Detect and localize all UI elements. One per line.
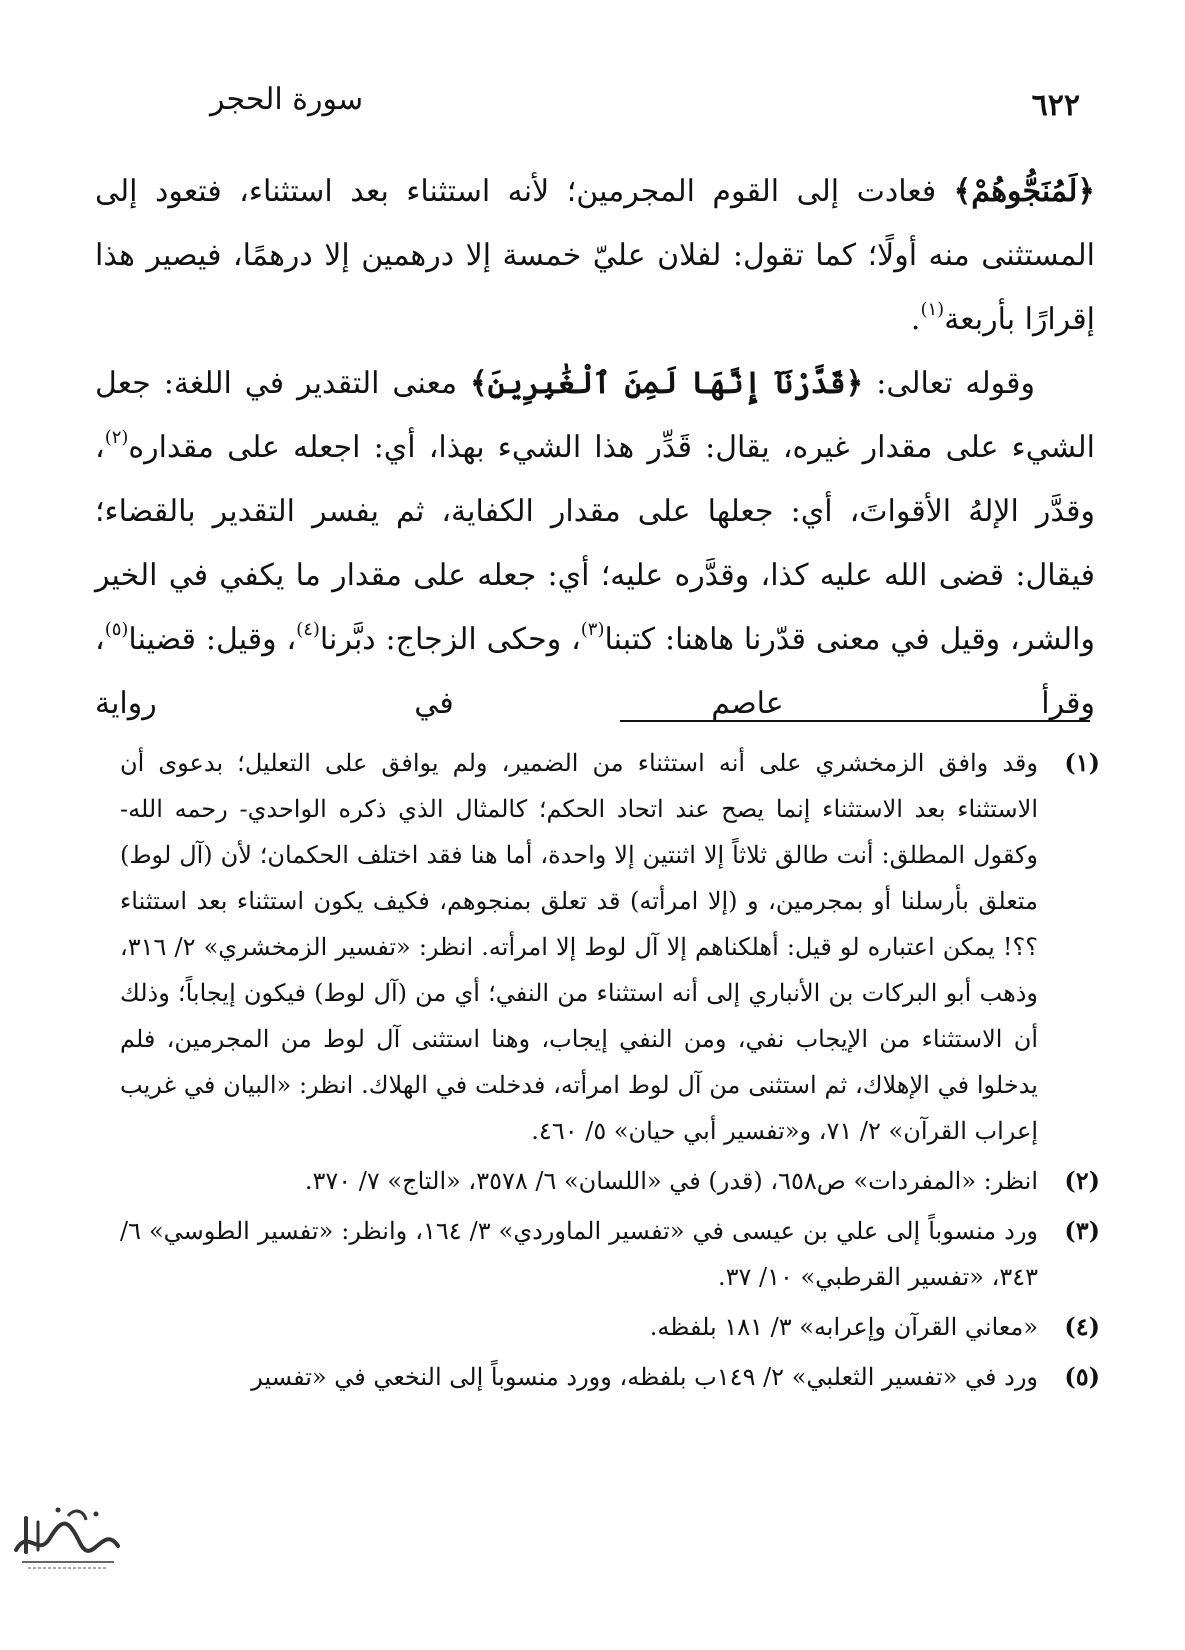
footnote-item — [120, 1304, 1100, 1350]
footnote-ref-4[interactable]: (٤) — [296, 619, 320, 640]
footnote-number: (٥) — [1064, 1362, 1100, 1391]
footnote-text: انظر: «المفردات» ص٦٥٨، (قدر) في «اللسان» ٦/ ٣٥٧٨، «التاج» ٧/ ٣٧٠. — [304, 1167, 1038, 1195]
footnote-item — [120, 740, 1100, 1154]
footnote-item — [120, 1354, 1100, 1400]
footnotes — [120, 740, 1100, 1404]
running-header — [150, 82, 1080, 132]
footnote-number: (١) — [1064, 748, 1100, 777]
footnote-ref-3[interactable]: (٣) — [580, 619, 605, 640]
footnote-text: ورد منسوباً إلى علي بن عيسى في «تفسير الماوردي» ٣/ ١٦٤، وانظر: «تفسير الطوسي» ٦/ ٣٤٣، «تفسير القرطبي» ١٠/ ٣٧. — [120, 1217, 1038, 1291]
footnote-item — [120, 1208, 1100, 1300]
quran-verse: ﴿قَدَّرْنَآ إِنَّهَا لَمِنَ ٱلْغَٰبِرِينَ﴾ — [470, 366, 864, 401]
paragraph-text: فعادت إلى القوم المجرمين؛ لأنه استثناء بعد استثناء، فتعود إلى المستثنى منه أولًا؛ كما تقول: لفلان عليّ خمسة إلا درهمين إلا درهمًا، فيصير هذا إقرارًا بأربعة — [95, 174, 1095, 337]
footnote-number: (٣) — [1064, 1216, 1100, 1245]
footnote-text: وقد وافق الزمخشري على أنه استثناء من الضمير، ولم يوافق على التعليل؛ بدعوى أن الاستثناء بعد الاستثناء إنما يصح عند اتحاد الحكم؛ كالمثال الذي ذكره الواحدي- رحمه الله- وكقول المطلق: أنت طالق ثلاثاً إلا اثنتين إلا واحدة، أما هنا فقد اختلف الحكمان؛ لأن (آل لوط) متعلق بأرسلنا أو بمجرمين، و (إلا امرأته) قد تعلق بمنجوهم، فكيف يكون استثناء بعد استثناء ؟؟! يمكن اعتباره لو قيل: أهلكناهم إلا آل لوط إلا امرأته. انظر: «تفسير الزمخشري» ٢/ ٣١٦، وذهب أبو البركات بن الأنباري إلى أنه استثناء من النفي؛ أي من (آل لوط) فيكون إيجاباً؛ وذلك أن الاستثناء من الإيجاب نفي، ومن النفي إيجاب، وهنا استثنى آل لوط من المجرمين، فلم يدخلوا في الإهلاك، ثم استثنى من آل لوط امرأته، فدخلت في الهلاك. انظر: «البيان في غريب إعراب القرآن» ٢/ ٧١، و«تفسير أبي حيان» ٥/ ٤٦٠. — [120, 749, 1038, 1145]
watermark-calligraphy — [8, 1488, 128, 1578]
paragraph-text: ، وقرأ عاصم في رواية — [95, 622, 1095, 721]
footnote-number: (٢) — [1064, 1166, 1100, 1195]
paragraph-text: ، وحكى الزجاج: دبَّرنا — [319, 622, 581, 657]
watermark-logo — [8, 1488, 128, 1578]
surah-title: سورة الحجر — [210, 82, 364, 117]
footnote-text: «معاني القرآن وإعرابه» ٣/ ١٨١ بلفظه. — [649, 1313, 1038, 1341]
paragraph-text: ، وقدَّر الإلهُ الأقواتَ، أي: جعلها على مقدار الكفاية، ثم يفسر التقدير بالقضاء؛ فيقال: قضى الله عليه كذا، وقدَّره عليه؛ أي: جعله على مقدار ما يكفي في الخير والشر، وقيل في معنى قدّرنا هاهنا: كتبنا — [95, 430, 1095, 657]
paragraph-2 — [95, 352, 1095, 736]
paragraph-1 — [95, 160, 1095, 352]
footnote-ref-5[interactable]: (٥) — [104, 619, 129, 640]
quran-verse: ﴿لَمُنَجُّوهُمْ﴾ — [953, 174, 1095, 209]
footnote-text: ورد في «تفسير الثعلبي» ٢/ ١٤٩ب بلفظه، وورد منسوباً إلى النخعي في «تفسير — [251, 1363, 1038, 1391]
paragraph-end: . — [910, 302, 921, 337]
footnote-separator — [620, 720, 1090, 722]
paragraph-text: وقوله تعالى: — [863, 366, 1035, 401]
footnote-number: (٤) — [1064, 1312, 1100, 1341]
main-text — [95, 160, 1095, 736]
paragraph-text: معنى التقدير في اللغة: جعل الشيء على مقدار غيره، يقال: قَدِّر هذا الشيء بهذا، أي: اجعله على مقداره — [95, 366, 1095, 465]
footnote-ref-2[interactable]: (٢) — [104, 427, 129, 448]
footnote-ref-1[interactable]: (١) — [920, 299, 945, 320]
paragraph-text: ، وقيل: قضينا — [128, 622, 297, 657]
page-number: ٦٢٢ — [1031, 88, 1080, 123]
footnote-item — [120, 1158, 1100, 1204]
